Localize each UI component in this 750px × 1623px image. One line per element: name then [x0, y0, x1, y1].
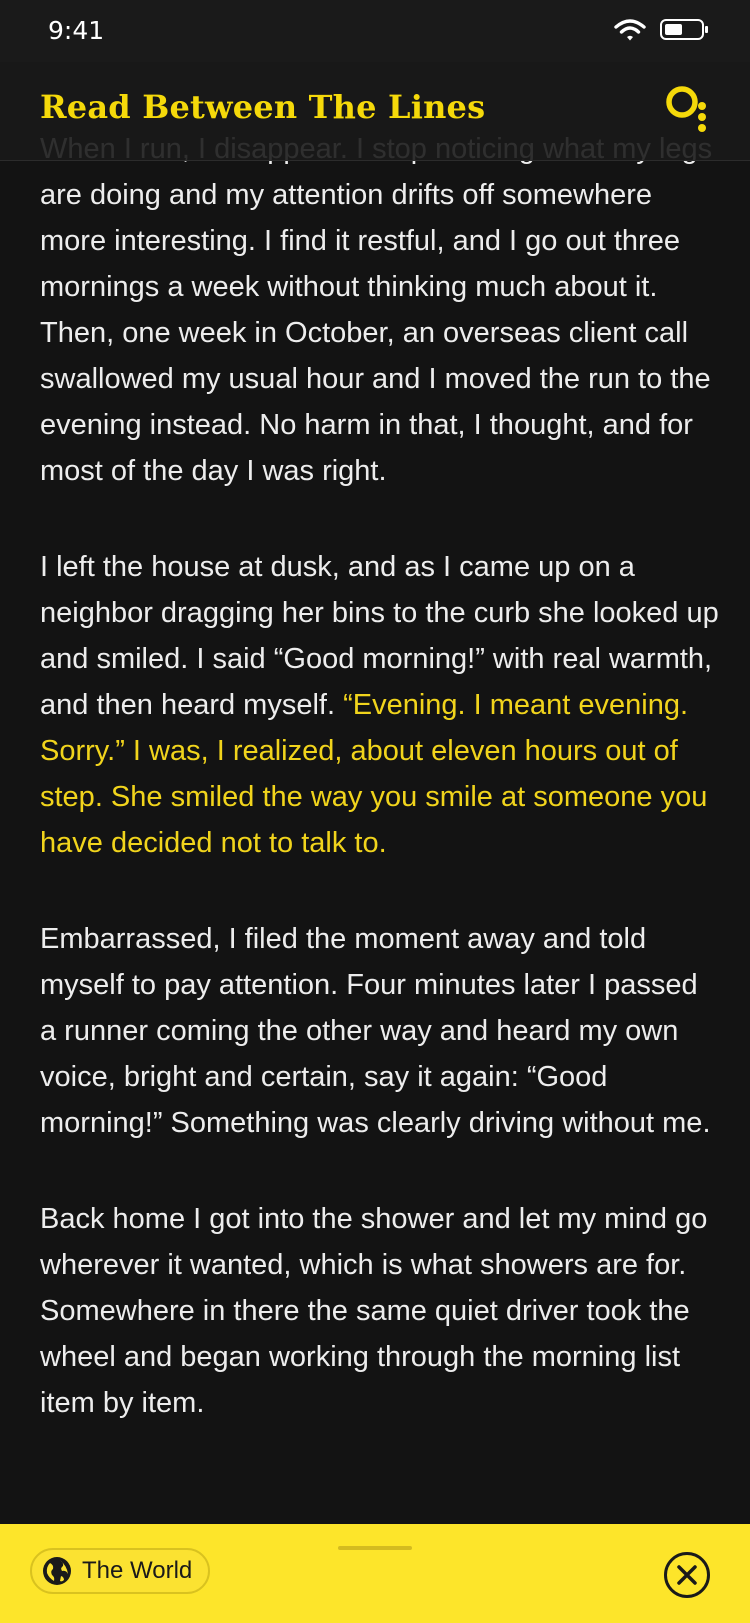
app-title: Read Between The Lines [40, 88, 486, 126]
search-icon[interactable] [664, 84, 712, 136]
close-icon [676, 1564, 698, 1586]
highlighted-passage[interactable]: “Evening. I meant evening. Sorry.” I was, I realized, about eleven hours out of step. She smiled the way you smile at someone you have decided not to talk to. [40, 689, 708, 859]
close-button[interactable] [664, 1552, 710, 1598]
wifi-icon [614, 18, 646, 42]
paragraph-text: Back home I got into the shower and let my mind go wherever it wanted, which is what showers are for. Somewhere in there the same quiet driver took the wheel and began working through the morning list item by item. [40, 1203, 708, 1419]
location-selector[interactable] [30, 1548, 210, 1594]
article-paragraph [40, 916, 720, 1146]
location-label: The World [82, 1557, 193, 1584]
drag-handle[interactable] [338, 1546, 412, 1550]
bottom-sheet [0, 1524, 750, 1623]
paragraph-text: I left the house at dusk, and as I came up on a neighbor dragging her bins to the curb she looked up and smiled. I said “Good morning!” with real warmth, and then heard myself. [40, 551, 719, 721]
globe-icon [42, 1556, 72, 1586]
article-paragraph [40, 544, 720, 866]
article-body [40, 126, 720, 1476]
status-bar [0, 0, 750, 62]
paragraph-text: are doing and my attention drifts off somewhere more interesting. I find it restful, and I go out three mornings a week without thinking much about it. Then, one week in October, an overseas client call swallowed my usual hour and I moved the run to the evening instead. No harm in that, I thought, and for most of the day I was right. [40, 179, 711, 487]
paragraph-text: Embarrassed, I filed the moment away and told myself to pay attention. Four minutes later I passed a runner coming the other way and heard my own voice, bright and certain, say it again: “Good morning!” Something was clearly driving without me. [40, 923, 711, 1139]
status-time: 9:41 [48, 16, 105, 45]
battery-icon [660, 19, 704, 40]
article-paragraph [40, 126, 720, 494]
article-paragraph [40, 1196, 720, 1426]
app-header [0, 62, 750, 161]
